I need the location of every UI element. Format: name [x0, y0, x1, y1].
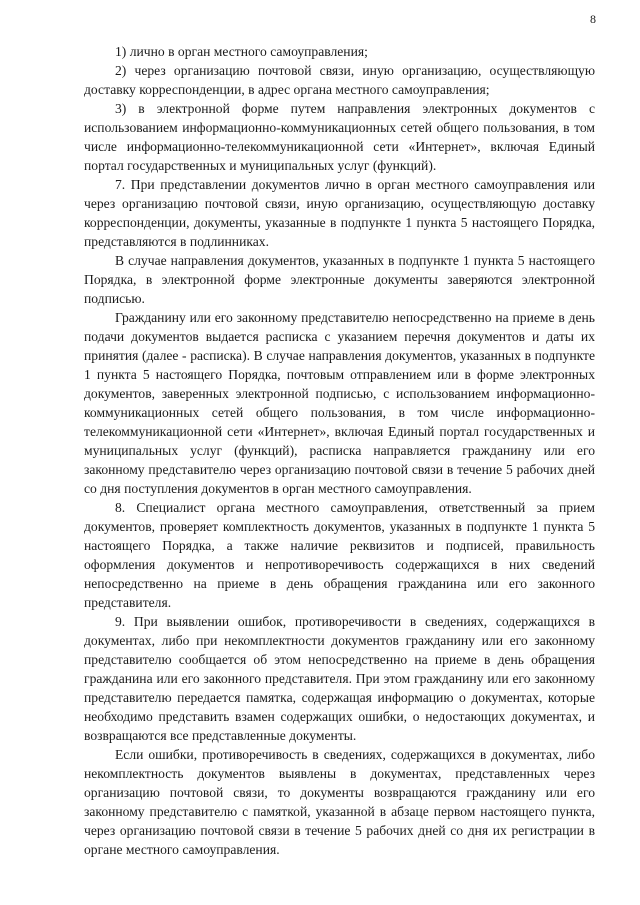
document-body — [84, 42, 595, 859]
paragraph-item-1: 1) лично в орган местного самоуправления; — [115, 44, 368, 59]
paragraph-section-9: 9. При выявлении ошибок, противоречивости в сведениях, содержащихся в документах, либо при некомплектности документов гражданину или его законному представителю сообщается об этом непосредственно на приеме в день обращения гражданина или его законного представителя. При этом гражданину или его законному представителю передается памятка, содержащая информацию о документах, которые необходимо представить взамен содержащих ошибки, о недостающих документах, и возвращаются все представленные документы. — [84, 614, 595, 743]
paragraph-section-8: 8. Специалист органа местного самоуправления, ответственный за прием документов, проверяет комплектность документов, указанных в подпункте 1 пункта 5 настоящего Порядка, а также наличие реквизитов и подписей, правильность оформления документов и непротиворечивость содержащихся в них сведений непосредственно на приеме в день обращения гражданина или его законного представителя. — [84, 500, 595, 610]
paragraph-errors-postal: Если ошибки, противоречивость в сведениях, содержащихся в документах, либо некомплектность документов выявлены в документах, представленных через организацию почтовой связи, то документы возвращаются гражданину или его законному представителю с памяткой, указанной в абзаце первом настоящего пункта, через организацию почтовой связи в течение 5 рабочих дней со дня их регистрации в органе местного самоуправления. — [84, 747, 595, 857]
paragraph-receipt: Гражданину или его законному представителю непосредственно на приеме в день подачи документов выдается расписка с указанием перечня документов и даты их принятия (далее - расписка). В случае направления документов, указанных в подпункте 1 пункта 5 настоящего Порядка, почтовым отправлением или в форме электронных документов, заверенных электронной подписью, с использованием информационно-коммуникационных сетей общего пользования, в том числе информационно-телекоммуникационной сети «Интернет», включая Единый портал государственных и муниципальных услуг (функций), расписка направляется гражданину или его законному представителю через организацию почтовой связи в течение 5 рабочих дней со дня поступления документов в орган местного самоуправления. — [84, 310, 595, 496]
paragraph-item-3: 3) в электронной форме путем направления электронных документов с использованием информационно-коммуникационных сетей общего пользования, в том числе информационно-телекоммуникационной сети «Интернет», включая Единый портал государственных и муниципальных услуг (функций). — [84, 101, 595, 173]
paragraph-item-2: 2) через организацию почтовой связи, иную организацию, осуществляющую доставку корреспонденции, в адрес органа местного самоуправления; — [84, 63, 595, 97]
paragraph-electronic-signature: В случае направления документов, указанных в подпункте 1 пункта 5 настоящего Порядка, в электронной форме электронные документы заверяются электронной подписью. — [84, 253, 595, 306]
page-number: 8 — [590, 12, 596, 26]
paragraph-section-7: 7. При представлении документов лично в орган местного самоуправления или через организацию почтовой связи, иную организацию, осуществляющую доставку корреспонденции, документы, указанные в подпункте 1 пункта 5 настоящего Порядка, представляются в подлинниках. — [84, 177, 595, 249]
